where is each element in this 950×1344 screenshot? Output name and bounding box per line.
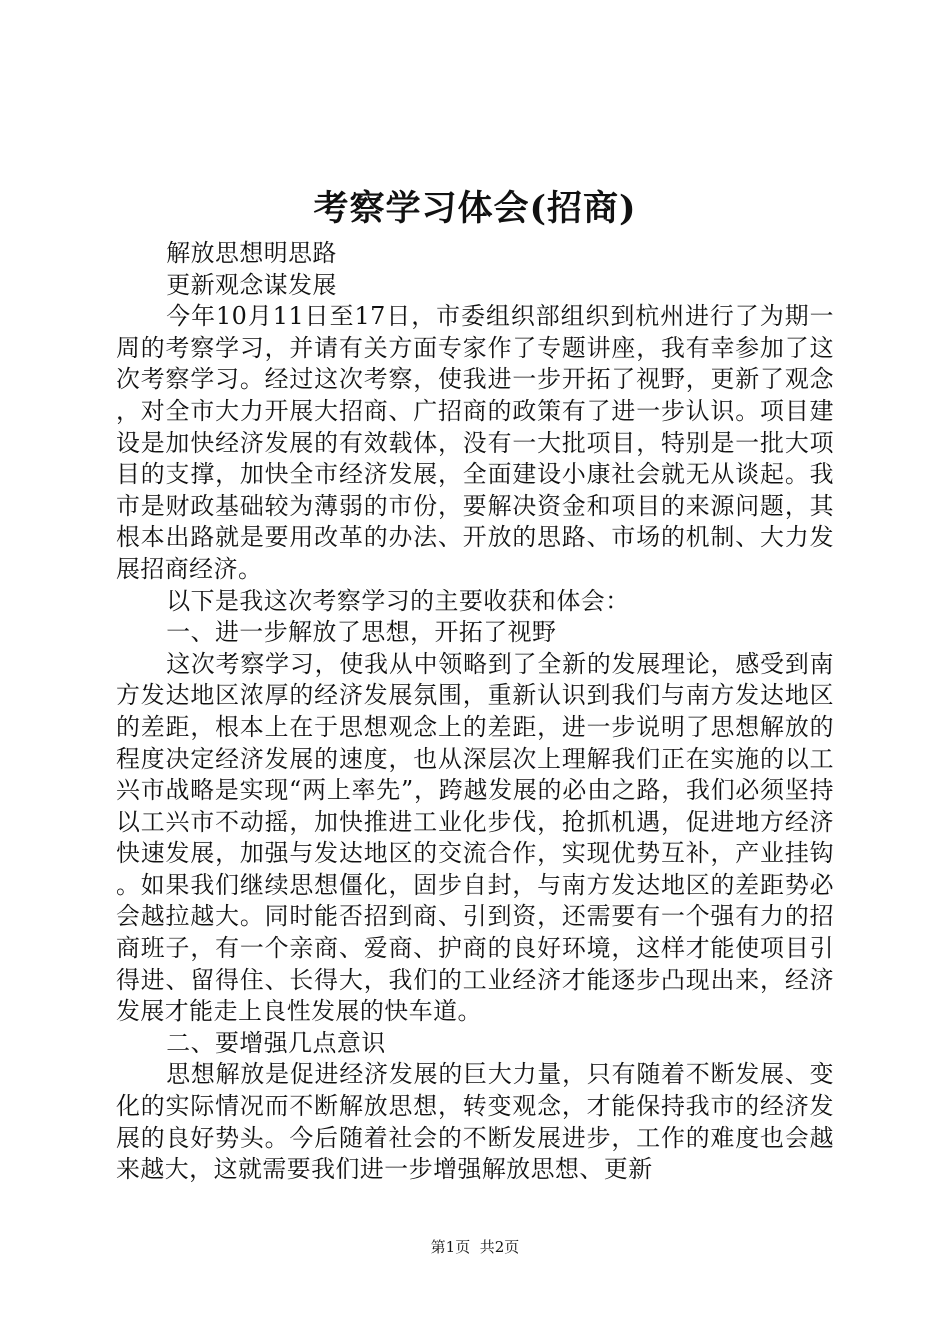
paragraph-section-1: 这次考察学习，使我从中领略到了全新的发展理论，感受到南方发达地区浓厚的经济发展氛围，重新认识到我们与南方发达地区的差距，根本上在于思想观念上的差距，进一步说明了思想解放的程度决定经济发展的速度，也从深层次上理解我们正在实施的以工兴市战略是实现“两上率先”，跨越发展的必由之路，我们必须坚持以工兴市不动摇，加快推进工业化步伐，抢抓机遇，促进地方经济快速发展，加强与发达地区的交流合作，实现优势互补，产业挂钩。如果我们继续思想僵化，固步自封，与南方发达地区的差距势必会越拉越大。同时能否招到商、引到资，还需要有一个强有力的招商班子，有一个亲商、爱商、护商的良好环境，这样才能使项目引得进、留得住、长得大，我们的工业经济才能逐步凸现出来，经济发展才能走上良性发展的快车道。 bbox=[116, 649, 834, 1026]
page-number: 第1页 bbox=[430, 1238, 471, 1256]
paragraph-section-2: 思想解放是促进经济发展的巨大力量，只有随着不断发展、变化的实际情况而不断解放思想，转变观念，才能保持我市的经济发展的良好势头。今后随着社会的不断发展进步，工作的难度也会越来越大，这就需要我们进一步增强解放思想、更新 bbox=[116, 1060, 834, 1184]
document-title: 考察学习体会(招商) bbox=[313, 188, 637, 229]
subtitle-line-1: 解放思想明思路 bbox=[166, 239, 337, 267]
section-heading-1: 一、进一步解放了思想，开拓了视野 bbox=[166, 618, 557, 647]
paragraph-lead-in: 以下是我这次考察学习的主要收获和体会： bbox=[166, 586, 630, 615]
page-total: 共2页 bbox=[479, 1238, 520, 1256]
paragraph-intro: 今年10月11日至17日，市委组织部组织到杭州进行了为期一周的考察学习，并请有关方面专家作了专题讲座，我有幸参加了这次考察学习。经过这次考察，使我进一步开拓了视野，更新了观念，对全市大力开展大招商、广招商的政策有了进一步认识。项目建设是加快经济发展的有效载体，没有一大批项目，特别是一批大项目的支撑，加快全市经济发展，全面建设小康社会就无从谈起。我市是财政基础较为薄弱的市份，要解决资金和项目的来源问题，其根本出路就是要用改革的办法、开放的思路、市场的机制、大力发展招商经济。 bbox=[116, 302, 834, 583]
section-heading-2: 二、要增强几点意识 bbox=[166, 1028, 386, 1057]
subtitle-line-2: 更新观念谋发展 bbox=[166, 270, 337, 299]
document-body bbox=[116, 238, 834, 1186]
page-footer bbox=[0, 1236, 950, 1258]
